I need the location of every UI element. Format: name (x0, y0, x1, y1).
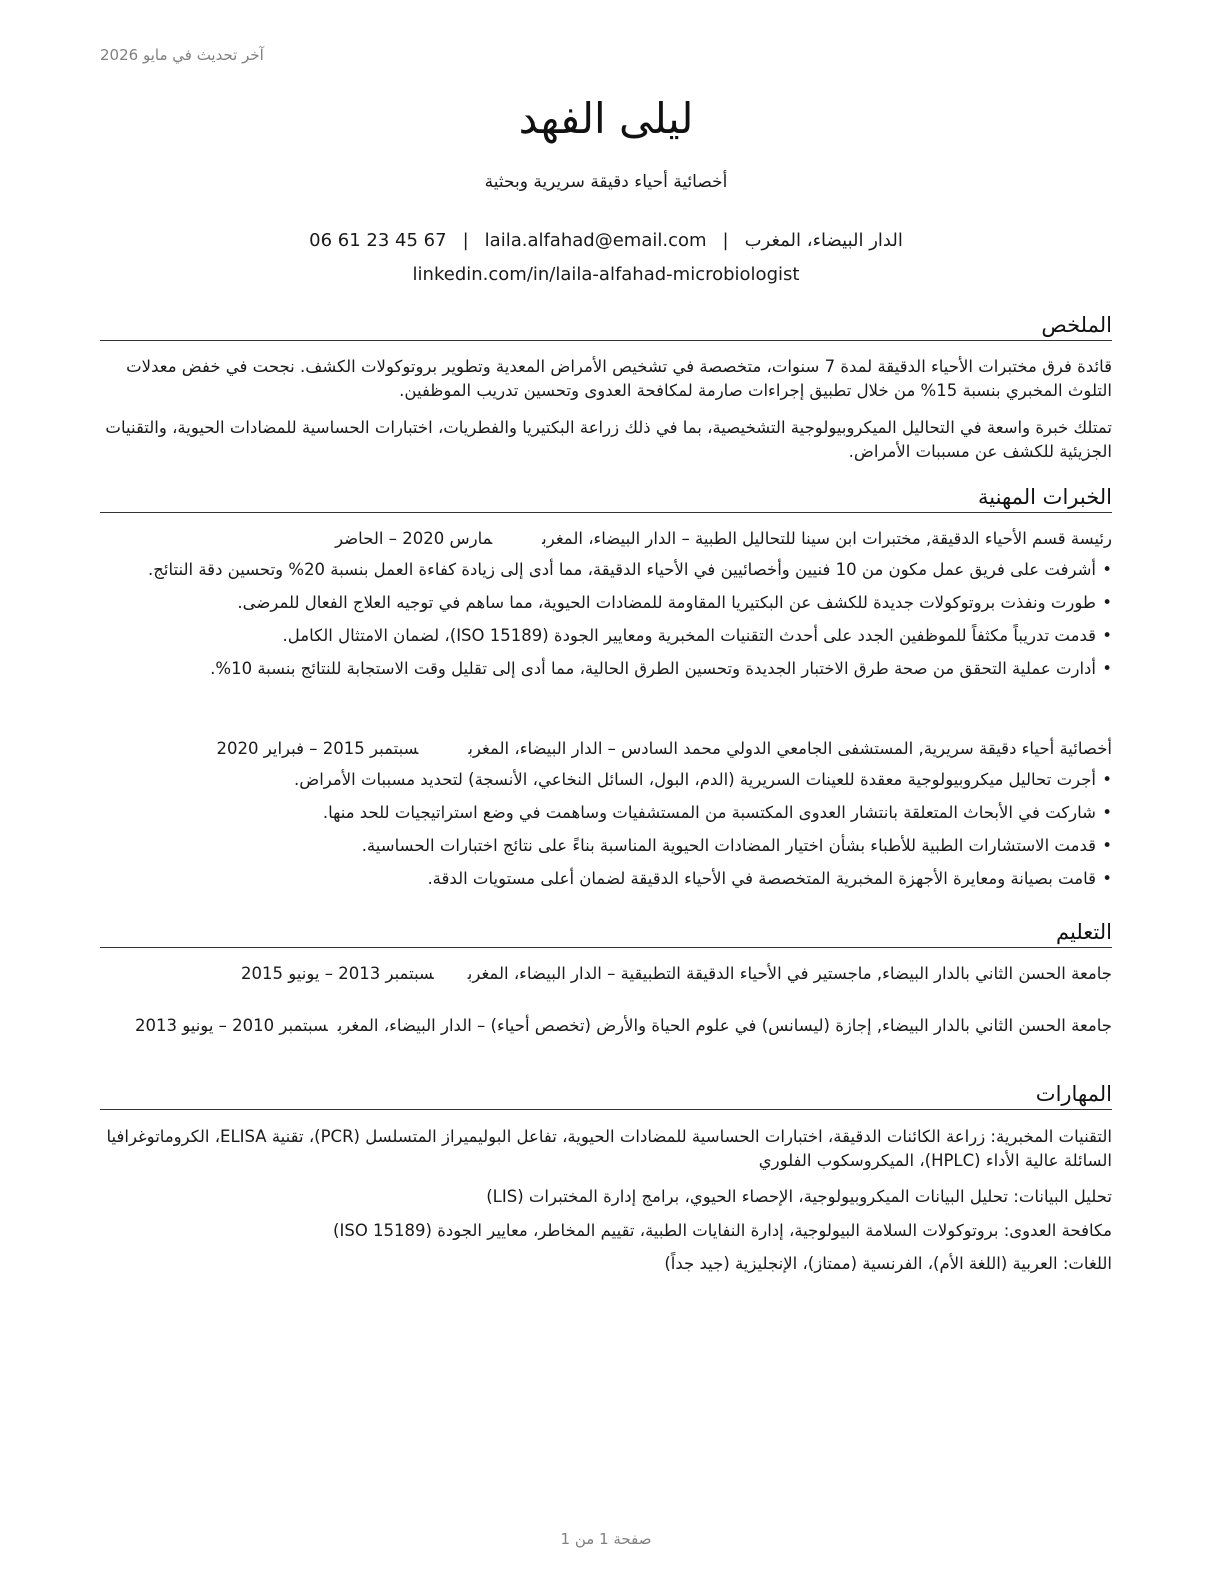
contact-block (100, 224, 1112, 292)
skill-item: تحليل البيانات: تحليل البيانات الميكروبيولوجية، الإحصاء الحيوي، برامج إدارة المختبرات (LIS) (486, 1187, 1112, 1206)
summary-paragraph: تمتلك خبرة واسعة في التحاليل الميكروبيولوجية التشخيصية، بما في ذلك زراعة البكتيريا والفطريات، اختبارات الحساسية للمضادات الحيوية، والتقنيات الجزيئية للكشف عن مسببات الأمراض. (105, 418, 1112, 461)
job-bullet: • شاركت في الأبحاث المتعلقة بانتشار العدوى المكتسبة من المستشفيات وساهمت في وضع استراتيجيات للحد منها. (94, 801, 1112, 825)
skill-item: مكافحة العدوى: بروتوكولات السلامة البيولوجية، إدارة النفايات الطبية، تقييم المخاطر، معايير الجودة (ISO 15189) (333, 1221, 1112, 1240)
skill-item: اللغات: العربية (اللغة الأم)، الفرنسية (ممتاز)، الإنجليزية (جيد جداً) (664, 1254, 1112, 1273)
education-item (100, 962, 1112, 986)
job-bullet: • قدمت تدريباً مكثفاً للموظفين الجدد على أحدث التقنيات المخبرية ومعايير الجودة (ISO 15189)، لضمان الامتثال الكامل. (94, 624, 1112, 648)
job-dates: مارس 2020 – الحاضر (335, 529, 493, 548)
job-bullet: • طورت ونفذت بروتوكولات جديدة للكشف عن البكتيريا المقاومة للمضادات الحيوية، مما ساهم في توجيه العلاج الفعال للمرضى. (94, 591, 1112, 615)
candidate-name: ليلى الفهد (518, 94, 694, 143)
summary-paragraph: قائدة فرق مختبرات الأحياء الدقيقة لمدة 7 سنوات، متخصصة في تشخيص الأمراض المعدية وتطوير بروتوكولات الكشف. نجحت في خفض معدلات التلوث المخبري بنسبة 15% من خلال تطبيق إجراءات صارمة لمكافحة العدوى وتحسين تدريب الموظفين. (126, 357, 1112, 400)
education-dates: سبتمبر 2013 – يونيو 2015 (241, 964, 434, 983)
phone-text: 06 61 23 45 67 (309, 230, 447, 251)
job-header (100, 527, 1112, 551)
skill-item: التقنيات المخبرية: زراعة الكائنات الدقيقة، اختبارات الحساسية للمضادات الحيوية، تفاعل البوليميراز المتسلسل (PCR)، تقنية ELISA، الكروماتوغرافيا السائلة عالية الأداء (HPLC)، الميكروسكوب الفلوري (106, 1127, 1112, 1170)
contact-line (100, 224, 1112, 258)
job-bullet: • قامت بصيانة ومعايرة الأجهزة المخبرية المتخصصة في الأحياء الدقيقة لضمان أعلى مستويات الدقة. (94, 867, 1112, 891)
job-bullet: • أجرت تحاليل ميكروبيولوجية معقدة للعينات السريرية (الدم، البول، السائل النخاعي، الأنسجة) لتحديد مسببات الأمراض. (94, 768, 1112, 792)
resume-page (100, 0, 1112, 1584)
experience-heading: الخبرات المهنية (100, 484, 1112, 513)
education-text: جامعة الحسن الثاني بالدار البيضاء, إجازة (ليسانس) في علوم الحياة والأرض (تخصص أحياء) – الدار البيضاء، المغرب (337, 1016, 1112, 1035)
job-bullet: • قدمت الاستشارات الطبية للأطباء بشأن اختيار المضادات الحيوية المناسبة بناءً على نتائج اختبارات الحساسية. (94, 834, 1112, 858)
email-text: laila.alfahad@email.com (484, 230, 707, 251)
education-item (100, 1014, 1112, 1038)
job-bullet-list (94, 768, 1112, 891)
linkedin-link: linkedin.com/in/laila-alfahad-microbiologist (412, 264, 800, 285)
location-text: الدار البيضاء، المغرب (744, 230, 903, 251)
job-bullet: • أدارت عملية التحقق من صحة طرق الاختبار الجديدة وتحسين الطرق الحالية، مما أدى إلى تقليل وقت الاستجابة للنتائج بنسبة 10%. (94, 657, 1112, 681)
job-dates: سبتمبر 2015 – فبراير 2020 (216, 739, 419, 758)
education-dates: سبتمبر 2010 – يونيو 2013 (134, 1016, 328, 1035)
skills-heading: المهارات (100, 1081, 1112, 1110)
job-bullet-list (94, 558, 1112, 681)
last-updated-label: آخر تحديث في مايو 2026 (100, 46, 264, 64)
contact-separator: | (722, 230, 729, 251)
education-text: جامعة الحسن الثاني بالدار البيضاء, ماجستير في الأحياء الدقيقة التطبيقية – الدار البيضاء، المغرب (467, 964, 1112, 983)
education-heading: التعليم (100, 919, 1112, 948)
page-number: صفحة 1 من 1 (560, 1530, 652, 1548)
job-bullet: • أشرفت على فريق عمل مكون من 10 فنيين وأخصائيين في الأحياء الدقيقة، مما أدى إلى زيادة كفاءة العمل بنسبة 20% وتحسين دقة النتائج. (94, 558, 1112, 582)
contact-separator: | (462, 230, 469, 251)
job-title-org: رئيسة قسم الأحياء الدقيقة, مختبرات ابن سينا للتحاليل الطبية – الدار البيضاء، المغرب (542, 529, 1112, 548)
job-header (100, 737, 1112, 761)
summary-heading: الملخص (100, 312, 1112, 341)
candidate-title: أخصائية أحياء دقيقة سريرية وبحثية (484, 172, 728, 192)
job-title-org: أخصائية أحياء دقيقة سريرية, المستشفى الجامعي الدولي محمد السادس – الدار البيضاء، المغرب (468, 739, 1112, 758)
